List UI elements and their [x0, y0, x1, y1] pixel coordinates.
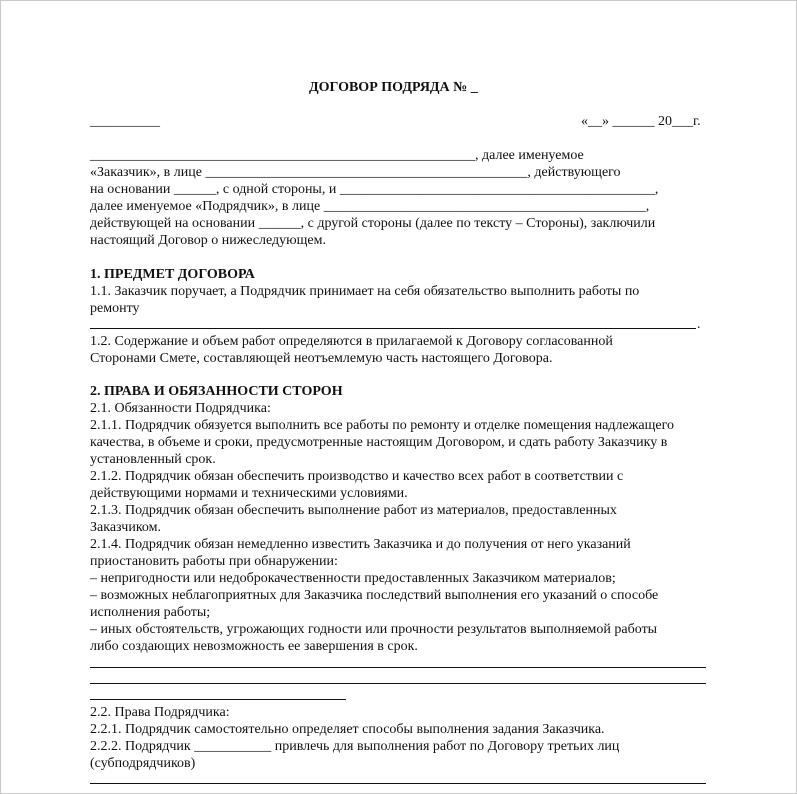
- clause-line: 2.2.1. Подрядчик самостоятельно определяет способы выполнения задания Заказчика.: [90, 722, 605, 737]
- clause-line: Заказчиком.: [90, 520, 161, 535]
- fill-in-line: [90, 783, 706, 784]
- preamble-line: действующей на основании ______, с другой стороны (далее по тексту – Стороны), заключили: [90, 216, 656, 231]
- clause-line: 2.1. Обязанности Подрядчика:: [90, 401, 271, 416]
- clause-line: 2.2. Права Подрядчика:: [90, 705, 230, 720]
- document-title: ДОГОВОР ПОДРЯДА № _: [309, 80, 478, 95]
- preamble-line: далее именуемое «Подрядчик», в лице ______________________________________________,: [90, 199, 650, 214]
- fill-in-line: [90, 683, 706, 684]
- clause-line: 1.1. Заказчик поручает, а Подрядчик принимает на себя обязательство выполнить работы по: [90, 284, 640, 299]
- preamble-line: «Заказчик», в лице ______________________________________________, действующего: [90, 165, 621, 180]
- clause-line: качества, в объеме и сроки, предусмотренные настоящим Договором, и сдать работу Заказчику в: [90, 435, 668, 450]
- clause-line: действующими нормами и техническими условиями.: [90, 486, 408, 501]
- clause-line-end: .: [697, 317, 701, 332]
- contract-place-blank: __________: [90, 114, 160, 129]
- clause-line: 2.1.2. Подрядчик обязан обеспечить производство и качество всех работ в соответствии с: [90, 469, 624, 484]
- contract-date: «__» ______ 20___г.: [581, 114, 701, 129]
- section-2-heading: 2. ПРАВА И ОБЯЗАННОСТИ СТОРОН: [90, 384, 343, 399]
- clause-line: 2.1.4. Подрядчик обязан немедленно известить Заказчика и до получения от него указаний: [90, 537, 631, 552]
- section-1-heading: 1. ПРЕДМЕТ ДОГОВОРА: [90, 267, 255, 282]
- preamble-line: _______________________________________________________, далее именуемое: [90, 148, 584, 163]
- clause-line: приостановить работы при обнаружении:: [90, 554, 338, 569]
- clause-line: – возможных неблагоприятных для Заказчика последствий выполнения его указаний о способе: [90, 588, 659, 603]
- clause-line: 2.1.1. Подрядчик обязуется выполнить все работы по ремонту и отделке помещения надлежащего: [90, 418, 674, 433]
- clause-line: – иных обстоятельств, угрожающих годности или прочности результатов выполняемой работы: [90, 622, 658, 637]
- clause-line: – непригодности или недоброкачественности предоставленных Заказчиком материалов;: [90, 571, 616, 586]
- fill-in-line: [90, 328, 696, 329]
- clause-line: 1.2. Содержание и объем работ определяются в прилагаемой к Договору согласованной: [90, 334, 613, 349]
- clause-line: 2.1.3. Подрядчик обязан обеспечить выполнение работ из материалов, предоставленных: [90, 503, 617, 518]
- clause-line: 2.2.2. Подрядчик ___________ привлечь для выполнения работ по Договору третьих лиц: [90, 739, 620, 754]
- clause-line: либо создающих невозможность ее завершения в срок.: [90, 639, 418, 654]
- clause-line: ремонту: [90, 301, 140, 316]
- fill-in-line: [90, 667, 706, 668]
- clause-line: Сторонами Смете, составляющей неотъемлемую часть настоящего Договора.: [90, 351, 553, 366]
- clause-line: (субподрядчиков): [90, 756, 196, 771]
- fill-in-line: [90, 699, 346, 700]
- clause-line: исполнения работы;: [90, 605, 211, 620]
- clause-line: установленный срок.: [90, 452, 216, 467]
- preamble-line: на основании ______, с одной стороны, и _____________________________________________,: [90, 182, 659, 197]
- preamble-line: настоящий Договор о нижеследующем.: [90, 233, 326, 248]
